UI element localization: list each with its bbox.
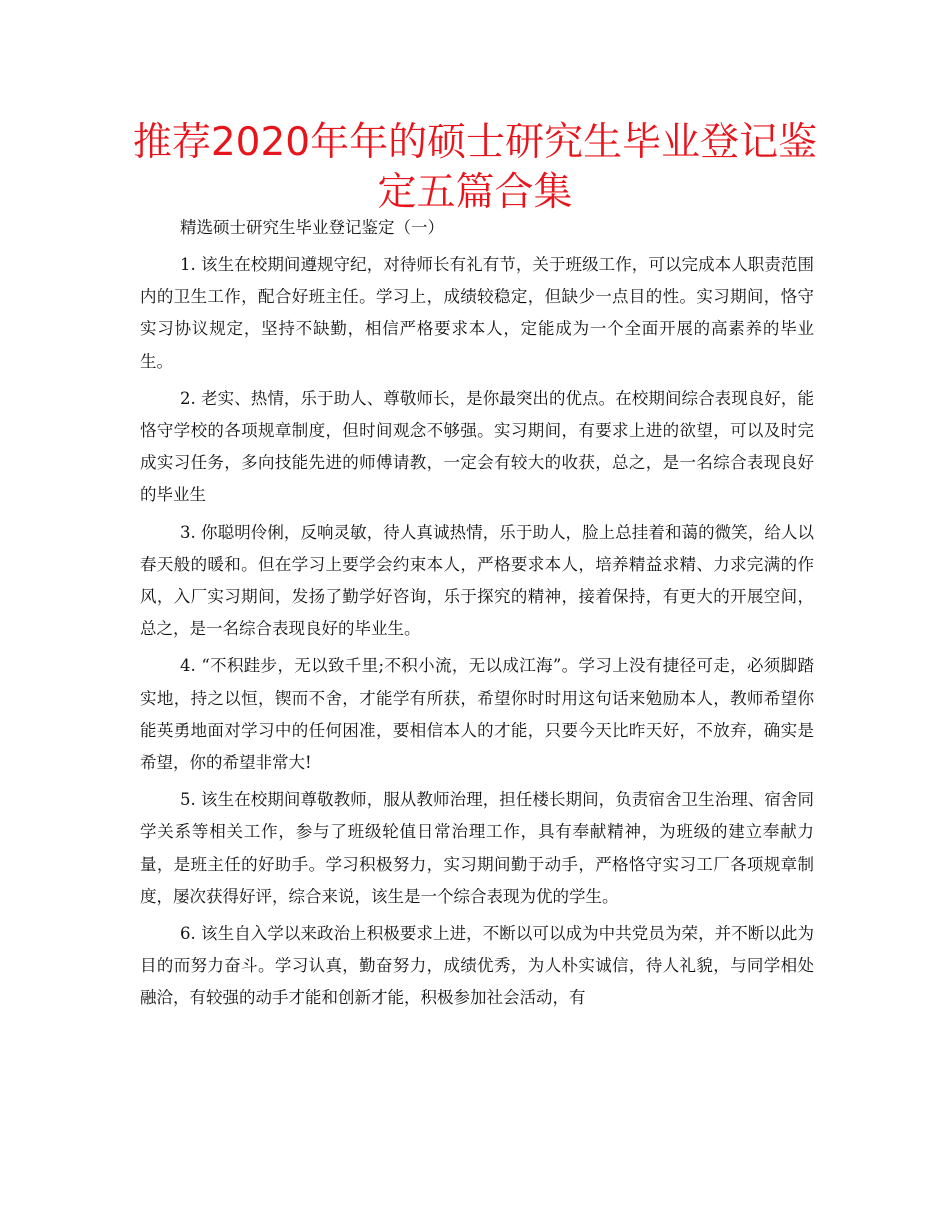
paragraph-1: 1. 该生在校期间遵规守纪，对待师长有礼有节，关于班级工作，可以完成本人职责范围内的卫生工作，配合好班主任。学习上，成绩较稳定，但缺少一点目的性。实习期间，恪守实习协议规定，坚持不缺勤，相信严格要求本人，定能成为一个全面开展的高素养的毕业生。 [140, 255, 814, 371]
section-heading: 精选硕士研究生毕业登记鉴定（一） [180, 218, 444, 237]
paragraph-5: 5. 该生在校期间尊敬教师，服从教师治理，担任楼长期间，负责宿舍卫生治理、宿舍同学关系等相关工作，参与了班级轮值日常治理工作，具有奉献精神，为班级的建立奉献力量，是班主任的好助手。学习积极努力，实习期间勤于动手，严格恪守实习工厂各项规章制度，屡次获得好评，综合来说，该生是一个综合表现为优的学生。 [140, 790, 814, 906]
document-title: 推荐2020年年的硕士研究生毕业登记鉴定五篇合集 [132, 120, 818, 215]
paragraph-2: 2. 老实、热情，乐于助人、尊敬师长，是你最突出的优点。在校期间综合表现良好，能恪守学校的各项规章制度，但时间观念不够强。实习期间，有要求上进的欲望，可以及时完成实习任务，多向技能先进的师傅请教，一定会有较大的收获，总之，是一名综合表现良好的毕业生 [140, 388, 814, 505]
paragraph-3: 3. 你聪明伶俐，反响灵敏，待人真诚热情，乐于助人，脸上总挂着和蔼的微笑，给人以春天般的暖和。但在学习上要学会约束本人，严格要求本人，培养精益求精、力求完满的作风，入厂实习期间，发扬了勤学好咨询，乐于探究的精神，接着保持，有更大的开展空间，总之，是一名综合表现良好的毕业生。 [140, 522, 814, 639]
paragraph-4: 4. “不积跬步，无以致千里;不积小流，无以成江海”。学习上没有捷径可走，必须脚踏实地，持之以恒，锲而不舍，才能学有所获，希望你时时用这句话来勉励本人，教师希望你能英勇地面对学习中的任何困准，要相信本人的才能，只要今天比昨天好，不放弃，确实是希望，你的希望非常大! [140, 656, 814, 773]
document-body [140, 212, 814, 1020]
paragraph-6: 6. 该生自入学以来政治上积极要求上进，不断以可以成为中共党员为荣，并不断以此为目的而努力奋斗。学习认真，勤奋努力，成绩优秀，为人朴实诚信，待人礼貌，与同学相处融洽，有较强的动手才能和创新才能，积极参加社会活动，有 [140, 924, 814, 1008]
